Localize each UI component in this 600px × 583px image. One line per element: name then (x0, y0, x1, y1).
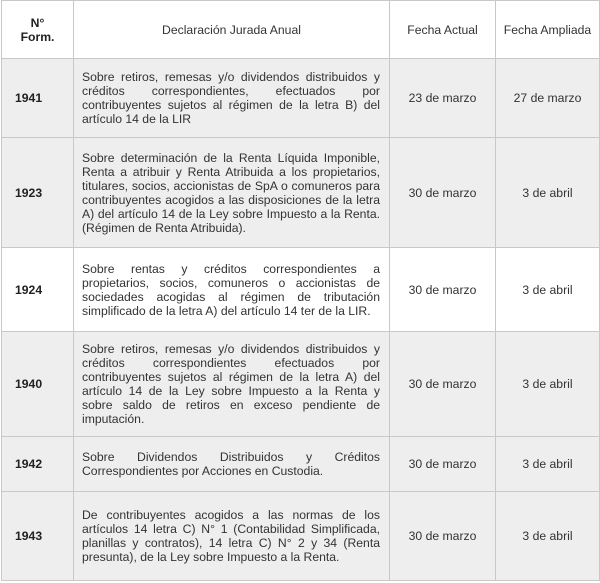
table-row (2, 138, 600, 248)
extended-date-cell: 3 de abril (496, 248, 600, 332)
description-cell: Sobre retiros, remesas y/o dividendos distribuidos y créditos correspondientes, efectuados por contribuyentes sujetos al régimen de la letra B) del artículo 14 de la LIR (74, 59, 390, 138)
table-row (2, 437, 600, 492)
extended-date-cell: 27 de marzo (496, 59, 600, 138)
form-number-cell: 1942 (2, 437, 74, 492)
current-date-header: Fecha Actual (390, 1, 496, 59)
current-date-cell: 30 de marzo (390, 138, 496, 248)
table-row (2, 332, 600, 437)
current-date-cell: 30 de marzo (390, 332, 496, 437)
current-date-cell: 30 de marzo (390, 492, 496, 581)
current-date-cell: 30 de marzo (390, 437, 496, 492)
form-number-cell: 1943 (2, 492, 74, 581)
extended-date-header: Fecha Ampliada (496, 1, 600, 59)
extended-date-cell: 3 de abril (496, 492, 600, 581)
form-number-cell: 1924 (2, 248, 74, 332)
table-row (2, 248, 600, 332)
description-cell: Sobre determinación de la Renta Líquida Imponible, Renta a atribuir y Renta Atribuida a los propietarios, titulares, socios, accionistas de SpA o comuneros para contribuyentes acogidos a las disposiciones de la letra A) del artículo 14 de la Ley sobre Impuesto a la Renta. (Régimen de Renta Atribuida). (74, 138, 390, 248)
current-date-cell: 30 de marzo (390, 248, 496, 332)
form-header-line2: Form. (20, 29, 55, 44)
description-cell: Sobre rentas y créditos correspondientes a propietarios, socios, comuneros o accionistas de sociedades acogidas al régimen de tributación simplificado de la letra A) del artículo 14 ter de la LIR. (74, 248, 390, 332)
extended-date-cell: 3 de abril (496, 138, 600, 248)
form-number-cell: 1940 (2, 332, 74, 437)
form-number-cell: 1923 (2, 138, 74, 248)
description-cell: De contribuyentes acogidos a las normas de los artículos 14 letra C) N° 1 (Contabilidad Simplificada, planillas y contratos), 14 letra C) N° 2 y 34 (Renta presunta), de la Ley sobre Impuesto a la Renta. (74, 492, 390, 581)
current-date-cell: 23 de marzo (390, 59, 496, 138)
extended-date-cell: 3 de abril (496, 437, 600, 492)
table-row (2, 492, 600, 581)
form-number-header (2, 1, 74, 59)
form-header-line1: N° (30, 15, 45, 30)
table-row (2, 59, 600, 138)
description-cell: Sobre Dividendos Distribuidos y Créditos Correspondientes por Acciones en Custodia. (74, 437, 390, 492)
table-header-row (2, 1, 600, 59)
declarations-table (1, 0, 600, 581)
extended-date-cell: 3 de abril (496, 332, 600, 437)
form-number-cell: 1941 (2, 59, 74, 138)
description-cell: Sobre retiros, remesas y/o dividendos distribuidos y créditos correspondientes efectuados por contribuyentes sujetos al régimen de la letra A) del artículo 14 de la Ley sobre Impuesto a la Renta y sobre saldo de retiros en exceso pendiente de imputación. (74, 332, 390, 437)
declaration-header: Declaración Jurada Anual (74, 1, 390, 59)
